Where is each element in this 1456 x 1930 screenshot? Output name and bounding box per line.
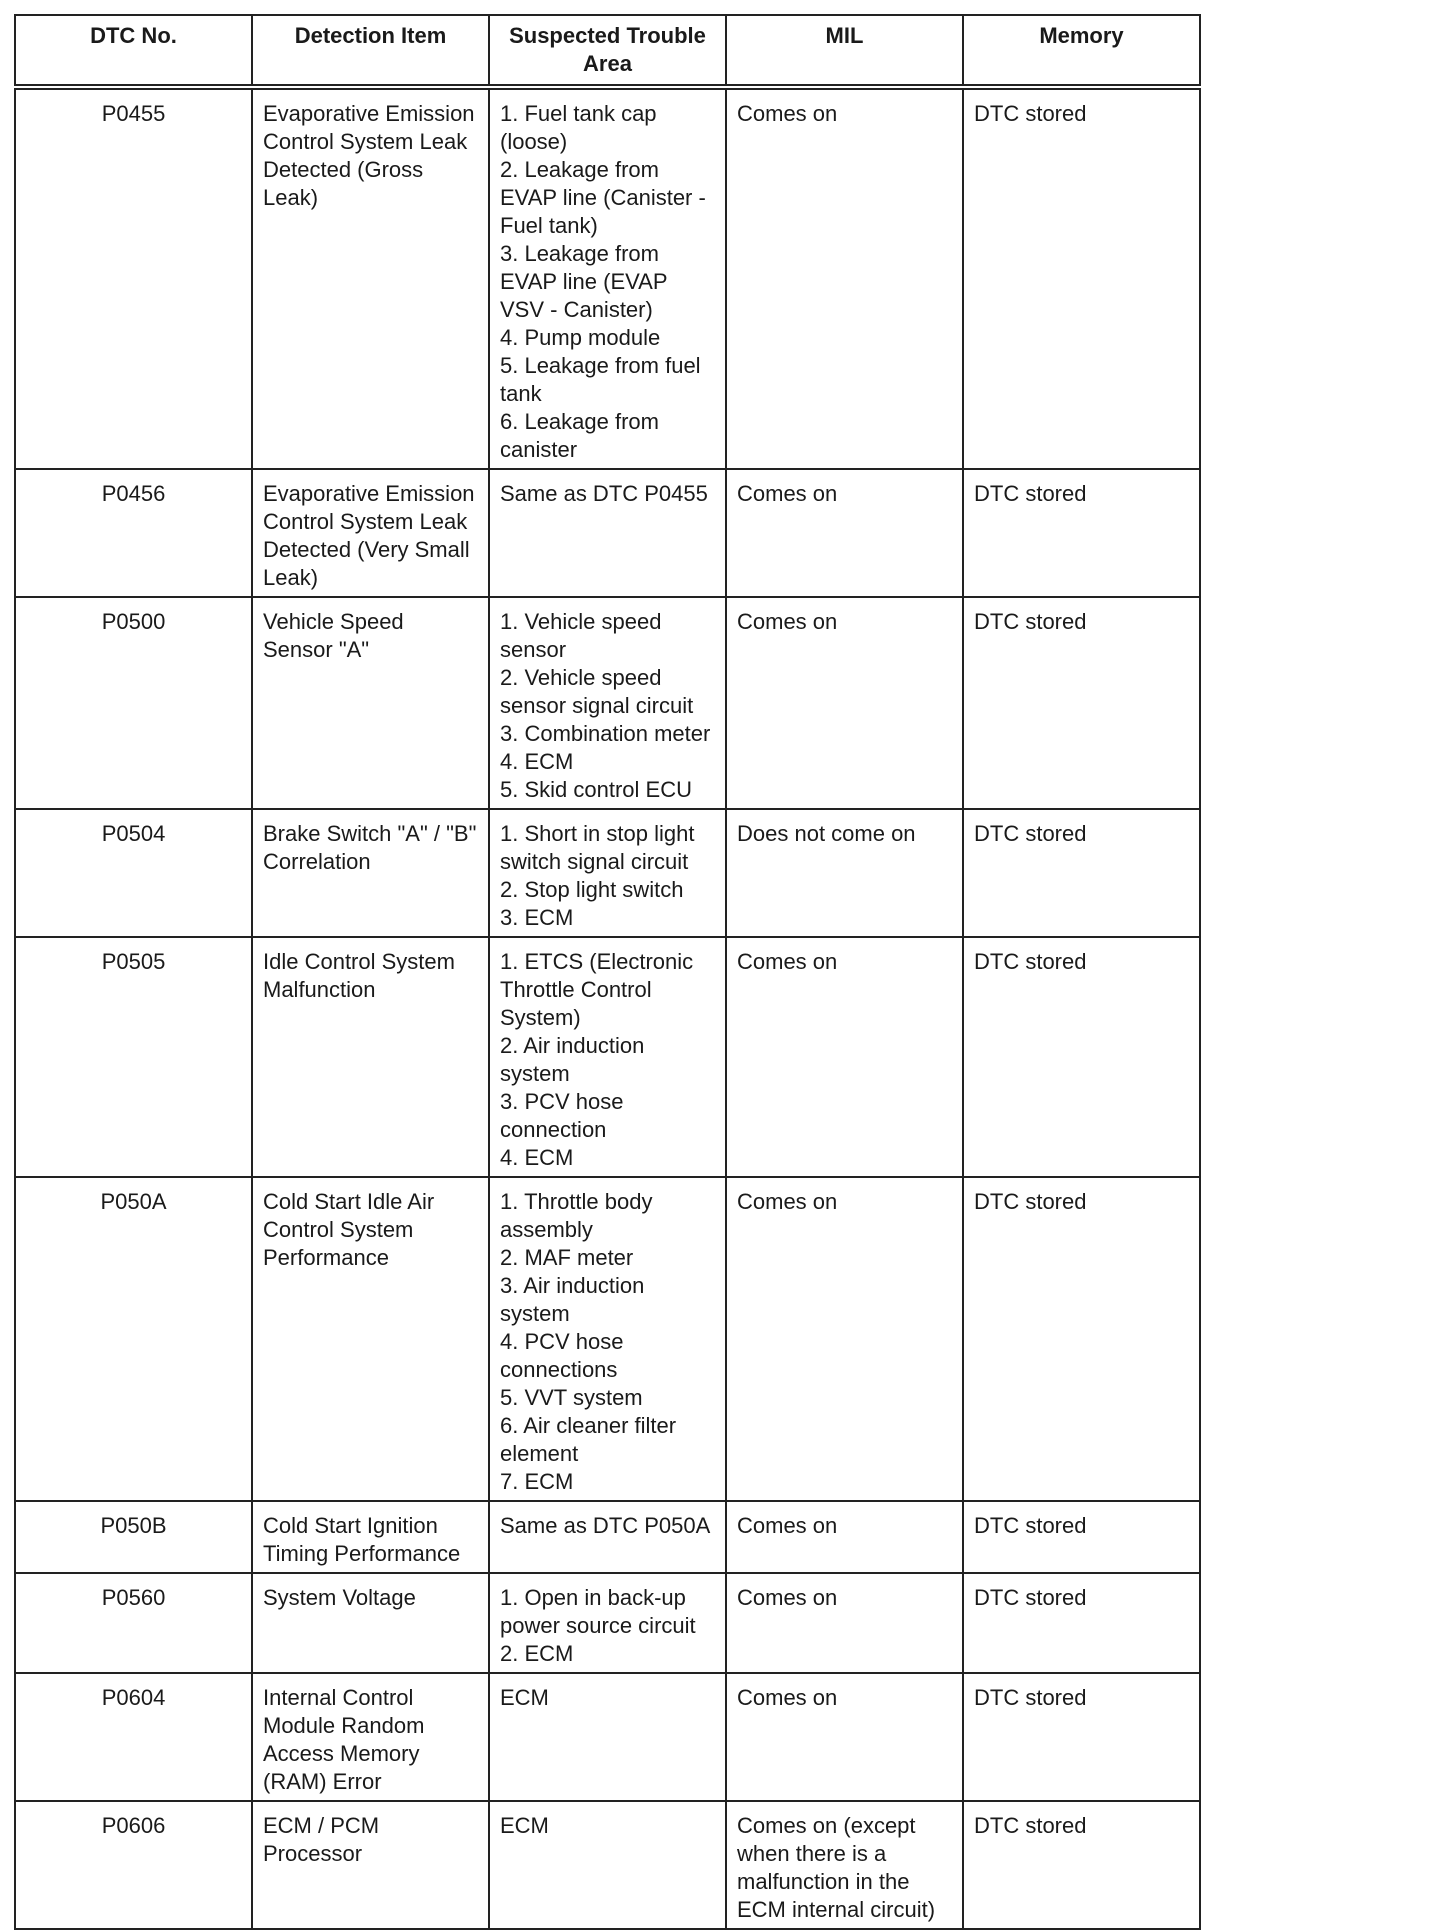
suspected-trouble-cell [489, 87, 726, 469]
table-header [15, 15, 1200, 87]
mil-cell: Does not come on [726, 809, 963, 937]
memory-cell: DTC stored [963, 1801, 1200, 1929]
trouble-item: 1. Short in stop light switch signal circuit [500, 821, 695, 874]
trouble-item: 4. ECM [500, 749, 574, 774]
detection-item-cell: System Voltage [252, 1573, 489, 1673]
trouble-item: 3. PCV hose connection [500, 1089, 624, 1142]
memory-cell: DTC stored [963, 1573, 1200, 1673]
detection-item-cell: Vehicle Speed Sensor "A" [252, 597, 489, 809]
table-row [15, 469, 1200, 597]
trouble-item: ECM [500, 1813, 549, 1838]
detection-item-cell: Brake Switch "A" / "B" Correlation [252, 809, 489, 937]
trouble-item: 2. Air induction system [500, 1033, 645, 1086]
trouble-item: 6. Air cleaner filter element [500, 1413, 677, 1466]
detection-item-cell: Evaporative Emission Control System Leak Detected (Very Small Leak) [252, 469, 489, 597]
table-row [15, 937, 1200, 1177]
trouble-item: Same as DTC P0455 [500, 481, 708, 506]
detection-item-cell: ECM / PCM Processor [252, 1801, 489, 1929]
dtc-code-cell: P0456 [15, 469, 252, 597]
trouble-item: Same as DTC P050A [500, 1513, 711, 1538]
header-row [15, 15, 1200, 87]
trouble-item: 3. Air induction system [500, 1273, 645, 1326]
mil-cell: Comes on [726, 937, 963, 1177]
table-row [15, 1573, 1200, 1673]
trouble-item: 4. ECM [500, 1145, 574, 1170]
suspected-trouble-cell [489, 1501, 726, 1573]
detection-item-cell: Idle Control System Malfunction [252, 937, 489, 1177]
mil-cell: Comes on [726, 1573, 963, 1673]
trouble-item: 1. Vehicle speed sensor [500, 609, 662, 662]
detection-item-cell: Cold Start Idle Air Control System Performance [252, 1177, 489, 1501]
table-row [15, 87, 1200, 469]
dtc-code-cell: P0500 [15, 597, 252, 809]
dtc-code-cell: P0606 [15, 1801, 252, 1929]
dtc-code-cell: P0505 [15, 937, 252, 1177]
trouble-item: 2. Vehicle speed sensor signal circuit [500, 665, 694, 718]
mil-cell: Comes on [726, 597, 963, 809]
dtc-code-cell: P0560 [15, 1573, 252, 1673]
memory-cell: DTC stored [963, 1673, 1200, 1801]
dtc-code-cell: P0455 [15, 87, 252, 469]
trouble-item: 2. Stop light switch [500, 877, 684, 902]
memory-cell: DTC stored [963, 1177, 1200, 1501]
mil-cell: Comes on [726, 87, 963, 469]
suspected-trouble-cell [489, 469, 726, 597]
suspected-trouble-cell [489, 597, 726, 809]
trouble-item: ECM [500, 1685, 549, 1710]
table-row [15, 1801, 1200, 1929]
suspected-trouble-cell [489, 1177, 726, 1501]
detection-item-cell: Cold Start Ignition Timing Performance [252, 1501, 489, 1573]
trouble-item: 2. ECM [500, 1641, 574, 1666]
header-memory: Memory [963, 15, 1200, 87]
dtc-table [14, 14, 1201, 1930]
header-detection-item: Detection Item [252, 15, 489, 87]
suspected-trouble-cell [489, 809, 726, 937]
memory-cell: DTC stored [963, 809, 1200, 937]
trouble-item: 3. Leakage from EVAP line (EVAP VSV - Canister) [500, 241, 668, 322]
suspected-trouble-cell [489, 937, 726, 1177]
header-dtc-no: DTC No. [15, 15, 252, 87]
dtc-code-cell: P050B [15, 1501, 252, 1573]
table-row [15, 809, 1200, 937]
trouble-item: 5. VVT system [500, 1385, 643, 1410]
suspected-trouble-cell [489, 1673, 726, 1801]
suspected-trouble-cell [489, 1801, 726, 1929]
table-row [15, 1673, 1200, 1801]
table-row [15, 1501, 1200, 1573]
mil-cell: Comes on [726, 469, 963, 597]
trouble-item: 2. MAF meter [500, 1245, 634, 1270]
trouble-item: 2. Leakage from EVAP line (Canister - Fuel tank) [500, 157, 706, 238]
trouble-item: 3. ECM [500, 905, 574, 930]
trouble-item: 6. Leakage from canister [500, 409, 659, 462]
table-row [15, 1177, 1200, 1501]
table-row [15, 597, 1200, 809]
suspected-trouble-cell [489, 1573, 726, 1673]
trouble-item: 5. Leakage from fuel tank [500, 353, 701, 406]
trouble-item: 1. Open in back-up power source circuit [500, 1585, 696, 1638]
mil-cell: Comes on [726, 1177, 963, 1501]
memory-cell: DTC stored [963, 469, 1200, 597]
dtc-code-cell: P050A [15, 1177, 252, 1501]
mil-cell: Comes on [726, 1501, 963, 1573]
header-mil: MIL [726, 15, 963, 87]
trouble-item: 4. PCV hose connections [500, 1329, 624, 1382]
detection-item-cell: Internal Control Module Random Access Memory (RAM) Error [252, 1673, 489, 1801]
table-body [15, 87, 1200, 1929]
trouble-item: 1. Fuel tank cap (loose) [500, 101, 657, 154]
dtc-code-cell: P0504 [15, 809, 252, 937]
trouble-item: 7. ECM [500, 1469, 574, 1494]
mil-cell: Comes on [726, 1673, 963, 1801]
trouble-item: 4. Pump module [500, 325, 661, 350]
memory-cell: DTC stored [963, 937, 1200, 1177]
memory-cell: DTC stored [963, 87, 1200, 469]
header-suspected-trouble-area: Suspected Trouble Area [489, 15, 726, 87]
trouble-item: 5. Skid control ECU [500, 777, 692, 802]
detection-item-cell: Evaporative Emission Control System Leak Detected (Gross Leak) [252, 87, 489, 469]
memory-cell: DTC stored [963, 597, 1200, 809]
mil-cell: Comes on (except when there is a malfunction in the ECM internal circuit) [726, 1801, 963, 1929]
memory-cell: DTC stored [963, 1501, 1200, 1573]
trouble-item: 1. ETCS (Electronic Throttle Control System) [500, 949, 694, 1030]
trouble-item: 3. Combination meter [500, 721, 711, 746]
dtc-code-cell: P0604 [15, 1673, 252, 1801]
trouble-item: 1. Throttle body assembly [500, 1189, 653, 1242]
